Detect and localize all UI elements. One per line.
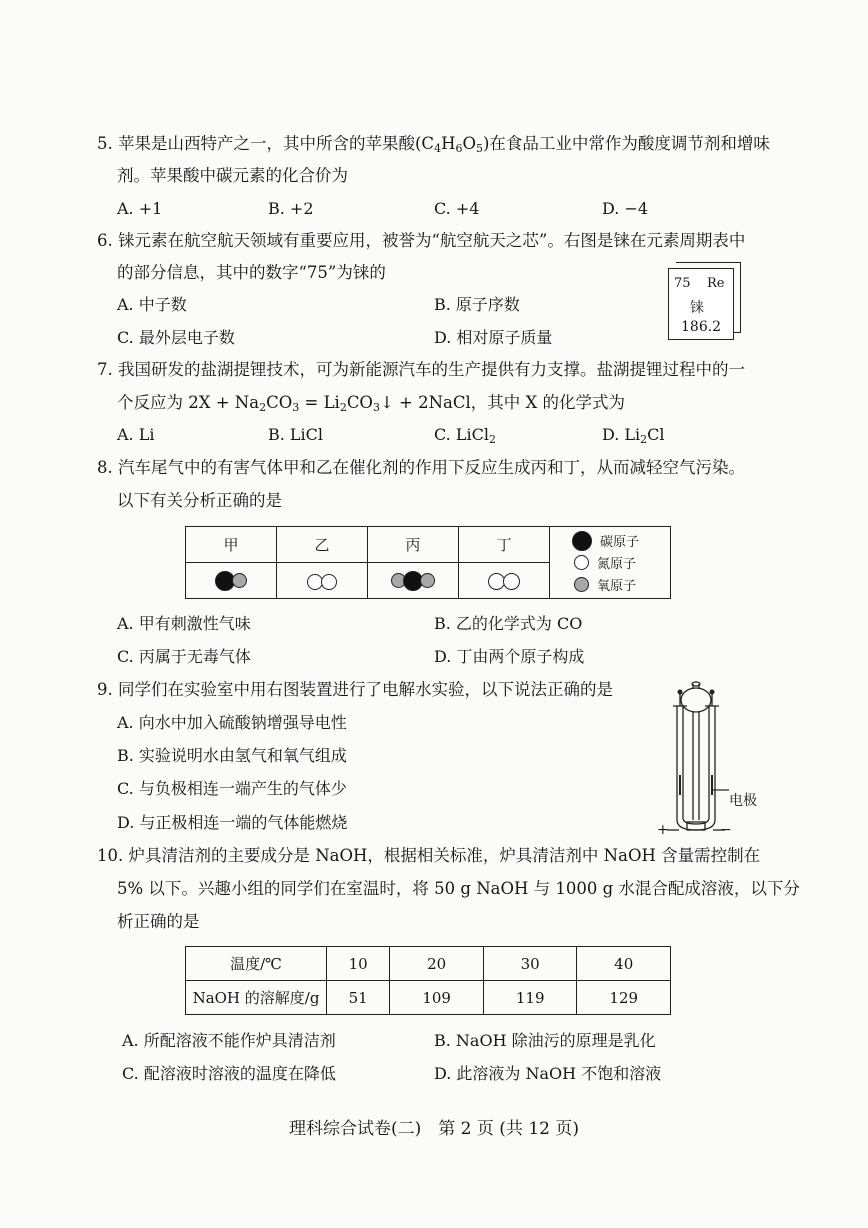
q10-stem-line3: 析正确的是 xyxy=(117,912,200,931)
solubility-value-cell: 109 xyxy=(390,981,484,1015)
solubility-value-cell: 129 xyxy=(577,981,671,1015)
q7-option-b: B. LiCl xyxy=(268,425,324,444)
molecule-header-ding: 丁 xyxy=(459,527,550,563)
q6-stem-line2: 的部分信息，其中的数字“75”为铼的 xyxy=(117,263,386,282)
element-card-depth-right xyxy=(733,262,741,333)
solubility-temp-cell: 20 xyxy=(390,947,484,981)
q10-stem-line2: 5% 以下。兴趣小组的同学们在室温时，将 50 g NaOH 与 1000 g 水混合配成溶液，以下分 xyxy=(117,879,800,898)
q10-option-a: A. 所配溶液不能作炉具清洁剂 xyxy=(122,1031,336,1050)
q5-stem-line2: 剂。苹果酸中碳元素的化合价为 xyxy=(117,166,348,185)
solubility-temp-cell: 10 xyxy=(327,947,390,981)
molecule-header-bing: 丙 xyxy=(368,527,459,563)
q8-stem-line2: 以下有关分析正确的是 xyxy=(117,491,282,510)
q9-option-c: C. 与负极相连一端产生的气体少 xyxy=(117,779,347,798)
q5-option-a: A. +1 xyxy=(117,199,163,218)
q6-option-d: D. 相对原子质量 xyxy=(434,328,553,347)
q5-option-d: D. −4 xyxy=(602,199,649,218)
q8-option-b: B. 乙的化学式为 CO xyxy=(434,614,583,633)
solubility-table xyxy=(185,946,671,1015)
molecule-bing xyxy=(368,563,459,599)
nitrogen-atom-icon xyxy=(321,574,337,590)
solubility-value-cell: 119 xyxy=(483,981,577,1015)
q6-option-c: C. 最外层电子数 xyxy=(117,328,235,347)
q8-stem-line1: 8. 汽车尾气中的有害气体甲和乙在催化剂的作用下反应生成丙和丁，从而减轻空气污染。 xyxy=(97,458,745,477)
q6-stem-line1: 6. 铼元素在航空航天领域有重要应用，被誉为“航空航天之芯”。右图是铼在元素周期表中 xyxy=(97,231,746,250)
q7-stem-line1: 7. 我国研发的盐湖提锂技术，可为新能源汽车的生产提供有力支撑。盐湖提锂过程中的一 xyxy=(97,360,745,379)
legend-nitrogen: 氮原子 xyxy=(550,552,670,574)
oxygen-atom-icon xyxy=(232,573,247,588)
element-atomic-mass: 186.2 xyxy=(681,319,722,335)
legend-oxygen: 氧原子 xyxy=(550,574,670,596)
positive-terminal-label: + xyxy=(657,822,669,838)
q9-stem: 9. 同学们在实验室中用右图装置进行了电解水实验，以下说法正确的是 xyxy=(97,680,613,699)
q8-option-d: D. 丁由两个原子构成 xyxy=(434,647,585,666)
solubility-value-cell: 51 xyxy=(327,981,390,1015)
q8-option-a: A. 甲有刺激性气味 xyxy=(117,614,251,633)
q5-option-b: B. +2 xyxy=(268,199,314,218)
molecule-header-yi: 乙 xyxy=(277,527,368,563)
q9-option-d: D. 与正极相连一端的气体能燃烧 xyxy=(117,813,348,832)
legend-carbon: 碳原子 xyxy=(550,530,670,552)
page-footer: 理科综合试卷(二) 第 2 页 (共 12 页) xyxy=(289,1119,579,1139)
q10-option-b: B. NaOH 除油污的原理是乳化 xyxy=(434,1031,656,1050)
electrolysis-apparatus-icon xyxy=(655,680,765,840)
q10-option-d: D. 此溶液为 NaOH 不饱和溶液 xyxy=(434,1064,662,1083)
element-symbol: Re xyxy=(707,276,725,291)
molecule-table xyxy=(185,526,671,599)
carbon-atom-icon xyxy=(572,531,592,551)
q7-option-c: C. LiCl$_2$ xyxy=(434,425,496,446)
element-name: 铼 xyxy=(690,300,704,316)
nitrogen-atom-icon xyxy=(503,573,520,590)
q7-option-d: D. $Li_2Cl$ xyxy=(602,425,665,446)
q8-option-c: C. 丙属于无毒气体 xyxy=(117,647,251,666)
solubility-header-value: NaOH 的溶解度/g xyxy=(186,981,327,1015)
q10-option-c: C. 配溶液时溶液的温度在降低 xyxy=(122,1064,336,1083)
negative-terminal-label: − xyxy=(720,822,732,838)
q9-option-a: A. 向水中加入硫酸钠增强导电性 xyxy=(117,713,347,732)
q6-option-a: A. 中子数 xyxy=(117,295,187,314)
oxygen-atom-icon xyxy=(574,577,589,592)
q10-stem-line1: 10. 炉具清洁剂的主要成分是 NaOH，根据相关标准，炉具清洁剂中 NaOH 含量需控制在 xyxy=(97,846,761,865)
element-atomic-number: 75 xyxy=(674,276,691,291)
molecule-ding xyxy=(459,563,550,599)
nitrogen-atom-icon xyxy=(574,555,589,570)
q5-option-c: C. +4 xyxy=(434,199,480,218)
molecule-header-jia: 甲 xyxy=(186,527,277,563)
q9-option-b: B. 实验说明水由氢气和氧气组成 xyxy=(117,746,347,765)
q5-stem-line1: 5. 苹果是山西特产之一，其中所含的苹果酸$(C_4H_6O_5)$在食品工业中常作为酸度调节剂和增味 xyxy=(97,134,770,155)
q6-option-b: B. 原子序数 xyxy=(434,295,520,314)
q7-option-a: A. Li xyxy=(117,425,155,444)
molecule-jia xyxy=(186,563,277,599)
electrode-label: 电极 xyxy=(729,793,757,809)
q7-stem-line2: 个反应为 $2X + Na_2CO_3$ = $Li_2CO_3↓$ + 2NaCl，其中 X 的化学式为 xyxy=(117,393,626,414)
solubility-header-temp: 温度/℃ xyxy=(186,947,327,981)
solubility-temp-cell: 40 xyxy=(577,947,671,981)
molecule-yi xyxy=(277,563,368,599)
molecule-legend xyxy=(550,527,671,599)
oxygen-atom-icon xyxy=(420,573,435,588)
solubility-temp-cell: 30 xyxy=(483,947,577,981)
